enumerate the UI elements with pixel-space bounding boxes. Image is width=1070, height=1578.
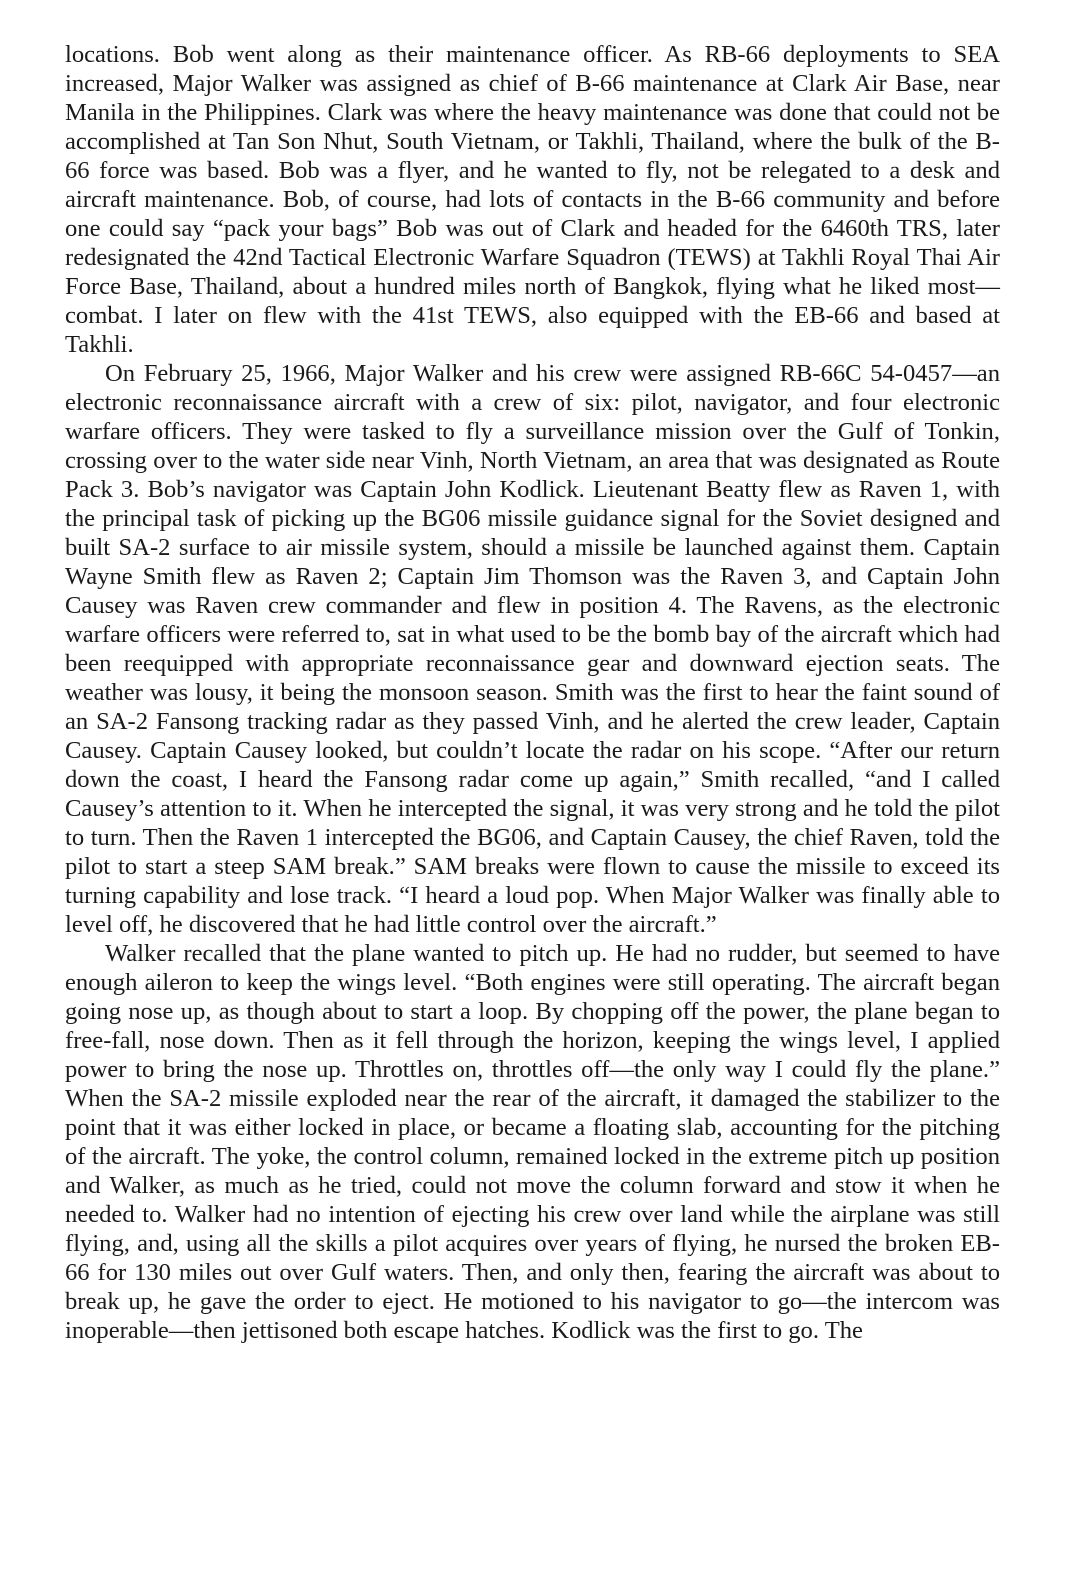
paragraph-mission: On February 25, 1966, Major Walker and his crew were assigned RB-66C 54-0457—an electronic reconnaissance aircraft with a crew of six: pilot, navigator, and four electronic warfare officers. They were tasked to fly a surveillance mission over the Gulf of Tonkin, crossing over to the water side near Vinh, North Vietnam, an area that was designated as Route Pack 3. Bob’s navigator was Captain John Kodlick. Lieutenant Beatty flew as Raven 1, with the principal task of picking up the BG06 missile guidance signal for the Soviet designed and built SA-2 surface to air missile system, should a missile be launched against them. Captain Wayne Smith flew as Raven 2; Captain Jim Thomson was the Raven 3, and Captain John Causey was Raven crew commander and flew in position 4. The Ravens, as the electronic warfare officers were referred to, sat in what used to be the bomb bay of the aircraft which had been reequipped with appropriate reconnaissance gear and downward ejection seats. The weather was lousy, it being the monsoon season. Smith was the first to hear the faint sound of an SA-2 Fansong tracking radar as they passed Vinh, and he alerted the crew leader, Captain Causey. Captain Causey looked, but couldn’t locate the radar on his scope. “After our return down the coast, I heard the Fansong radar come up again,” Smith recalled, “and I called Causey’s attention to it. When he intercepted the signal, it was very strong and he told the pilot to turn. Then the Raven 1 intercepted the BG06, and Captain Causey, the chief Raven, told the pilot to start a steep SAM break.” SAM breaks were flown to cause the missile to exceed its turning capability and lose track. “I heard a loud pop. When Major Walker was finally able to level off, he discovered that he had little control over the aircraft.” (65, 360, 1000, 938)
page-body (65, 40, 1000, 1345)
paragraph-continued: locations. Bob went along as their maintenance officer. As RB-66 deployments to SEA increased, Major Walker was assigned as chief of B-66 maintenance at Clark Air Base, near Manila in the Philippines. Clark was where the heavy maintenance was done that could not be accomplished at Tan Son Nhut, South Vietnam, or Takhli, Thailand, where the bulk of the B-66 force was based. Bob was a flyer, and he wanted to fly, not be relegated to a desk and aircraft maintenance. Bob, of course, had lots of contacts in the B-66 community and before one could say “pack your bags” Bob was out of Clark and headed for the 6460th TRS, later redesignated the 42nd Tactical Electronic Warfare Squadron (TEWS) at Takhli Royal Thai Air Force Base, Thailand, about a hundred miles north of Bangkok, flying what he liked most—combat. I later on flew with the 41st TEWS, also equipped with the EB-66 and based at Takhli. (65, 41, 1000, 358)
paragraph-walker: Walker recalled that the plane wanted to pitch up. He had no rudder, but seemed to have enough aileron to keep the wings level. “Both engines were still operating. The aircraft began going nose up, as though about to start a loop. By chopping off the power, the plane began to free-fall, nose down. Then as it fell through the horizon, keeping the wings level, I applied power to bring the nose up. Throttles on, throttles off—the only way I could fly the plane.” When the SA-2 missile exploded near the rear of the aircraft, it damaged the stabilizer to the point that it was either locked in place, or became a floating slab, accounting for the pitching of the aircraft. The yoke, the control column, remained locked in the extreme pitch up position and Walker, as much as he tried, could not move the column forward and stow it when he needed to. Walker had no intention of ejecting his crew over land while the airplane was still flying, and, using all the skills a pilot acquires over years of flying, he nursed the broken EB-66 for 130 miles out over Gulf waters. Then, and only then, fearing the aircraft was about to break up, he gave the order to eject. He motioned to his navigator to go—the intercom was inoperable—then jettisoned both escape hatches. Kodlick was the first to go. The (65, 940, 1000, 1344)
